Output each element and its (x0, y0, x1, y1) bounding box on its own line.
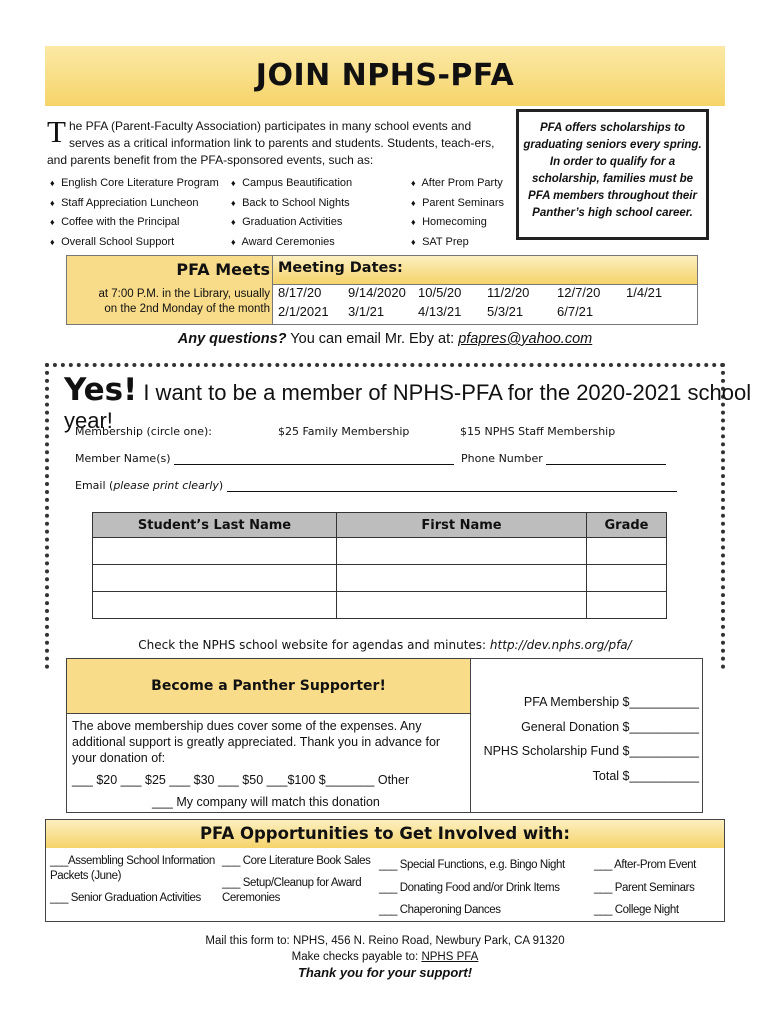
supporter-title: Become a Panther Supporter! (151, 678, 386, 694)
total-line[interactable]: NPHS Scholarship Fund $__________ (483, 744, 699, 758)
family-membership-option[interactable]: $25 Family Membership (278, 425, 410, 438)
meeting-date: 11/2/20 (487, 285, 530, 300)
meeting-date: 6/7/21 (557, 304, 594, 319)
table-header: First Name (337, 513, 587, 538)
meeting-date: 1/4/21 (626, 285, 663, 300)
divider (67, 713, 470, 714)
thank-you: Thank you for your support! (297, 965, 473, 980)
intro-text: he PFA (Parent-Faculty Association) participates in many school events and serves as a critical information link to parents and students. Students, teach-ers, and parents benefit from the PFA-sponsored events, such as: (47, 119, 495, 167)
meeting-date: 4/13/21 (418, 304, 462, 319)
list-item: ♦ SAT Prep (411, 236, 469, 249)
meetings-schedule: at 7:00 P.M. in the Library, usually on the 2nd Monday of the month (98, 288, 270, 315)
payable-to: Make checks payable to: NPHS PFA (291, 951, 479, 963)
list-item[interactable]: ___ Chaperoning Dances (379, 904, 501, 916)
list-item: ♦ Staff Appreciation Luncheon (50, 196, 199, 209)
phone-field[interactable]: Phone Number (461, 452, 666, 465)
totals-list (471, 690, 699, 788)
student-table (92, 512, 667, 619)
table-row (93, 592, 667, 619)
total-line[interactable]: Total $__________ (592, 768, 699, 783)
list-item: ♦ Homecoming (411, 216, 487, 229)
list-item: ♦ English Core Literature Program (50, 177, 219, 189)
total-line[interactable]: General Donation $__________ (521, 719, 699, 734)
divider (272, 256, 273, 324)
meeting-date: 8/17/20 (278, 285, 322, 300)
events-col2 (231, 174, 352, 253)
list-item[interactable]: ___Assembling School Information Packets (June) (50, 855, 215, 882)
opportunities-col1 (50, 854, 220, 906)
mailing-address: Mail this form to: NPHS, 456 N. Reino Road, Newbury Park, CA 91320 (205, 935, 565, 947)
supporter-text: The above membership dues cover some of the expenses. Any additional support is greatly appreciated. Thank you in advance for your donation of: ___ $20 ___ $25 ___ $30 ___ $50 ___$100 $_______ Other ___ My company will match this donation (72, 718, 464, 810)
meeting-date: 3/1/21 (348, 304, 385, 319)
company-match[interactable]: ___ My company will match this donation (152, 795, 380, 809)
email-field[interactable]: Email (please print clearly) (75, 479, 677, 492)
staff-membership-option[interactable]: $15 NPHS Staff Membership (460, 425, 616, 438)
opportunities-col3 (379, 854, 589, 922)
list-item[interactable]: ___ Senior Graduation Activities (50, 892, 201, 904)
website-link[interactable]: http://dev.nphs.org/pfa/ (489, 638, 632, 652)
list-item[interactable]: ___ Parent Seminars (594, 881, 695, 894)
list-item: ♦ After Prom Party (411, 177, 503, 189)
list-item[interactable]: ___ Core Literature Book Sales (222, 855, 371, 867)
donation-amounts[interactable]: ___ $20 ___ $25 ___ $30 ___ $50 ___$100 $_______ Other (72, 773, 410, 787)
list-item[interactable]: ___ College Night (594, 904, 679, 916)
scholarship-callout: PFA offers scholarships to graduating seniors every spring. In order to qualify for a scholarship, families must be PFA members throughout their Panther’s high school career. (516, 109, 709, 240)
form-headline: Yes! I want to be a member of NPHS-PFA for the 2020-2021 school year! (64, 372, 752, 433)
table-header: Grade (587, 513, 667, 538)
membership-label: Membership (circle one): (75, 425, 212, 438)
opportunities-title: PFA Opportunities to Get Involved with: (199, 824, 571, 843)
list-item[interactable]: ___ Setup/Cleanup for Award Ceremonies (222, 877, 362, 904)
website-note: Check the NPHS school website for agendas and minutes: http://dev.nphs.org/pfa/ (138, 638, 632, 652)
events-col1 (50, 174, 219, 253)
events-col3 (411, 174, 504, 253)
meeting-date: 2/1/2021 (278, 304, 329, 319)
opportunities-col2 (222, 854, 374, 906)
list-item: ♦ Campus Beautification (231, 177, 353, 189)
table-row (93, 538, 667, 565)
list-item[interactable]: ___ Special Functions, e.g. Bingo Night (379, 859, 565, 871)
email-link[interactable]: pfapres@yahoo.com (458, 331, 593, 347)
meeting-date: 9/14/2020 (348, 285, 406, 300)
list-item: ♦ Back to School Nights (231, 196, 350, 209)
intro-paragraph (47, 114, 509, 169)
list-item[interactable]: ___ Donating Food and/or Drink Items (379, 881, 560, 894)
list-item: ♦ Award Ceremonies (231, 236, 335, 249)
page-title: JOIN NPHS-PFA (255, 58, 515, 93)
member-names-field[interactable]: Member Name(s) (75, 452, 454, 465)
total-line[interactable]: PFA Membership $__________ (523, 695, 699, 709)
table-header: Student’s Last Name (93, 513, 337, 538)
list-item: ♦ Graduation Activities (231, 216, 343, 229)
list-item: ♦ Coffee with the Principal (50, 216, 180, 229)
footer (45, 933, 725, 981)
list-item: ♦ Parent Seminars (411, 196, 504, 209)
meetings-title: PFA Meets (176, 260, 270, 279)
list-item: ♦ Overall School Support (50, 236, 175, 249)
meeting-date: 5/3/21 (487, 304, 524, 319)
meeting-dates-title: Meeting Dates: (278, 260, 403, 276)
table-row (93, 565, 667, 592)
questions-line: Any questions? You can email Mr. Eby at: pfapres@yahoo.com (177, 331, 593, 347)
meeting-date: 12/7/20 (557, 285, 601, 300)
list-item[interactable]: ___ After-Prom Event (594, 859, 696, 871)
opportunities-col4 (594, 854, 722, 922)
drop-cap: T (47, 114, 66, 149)
meeting-date: 10/5/20 (418, 285, 462, 300)
